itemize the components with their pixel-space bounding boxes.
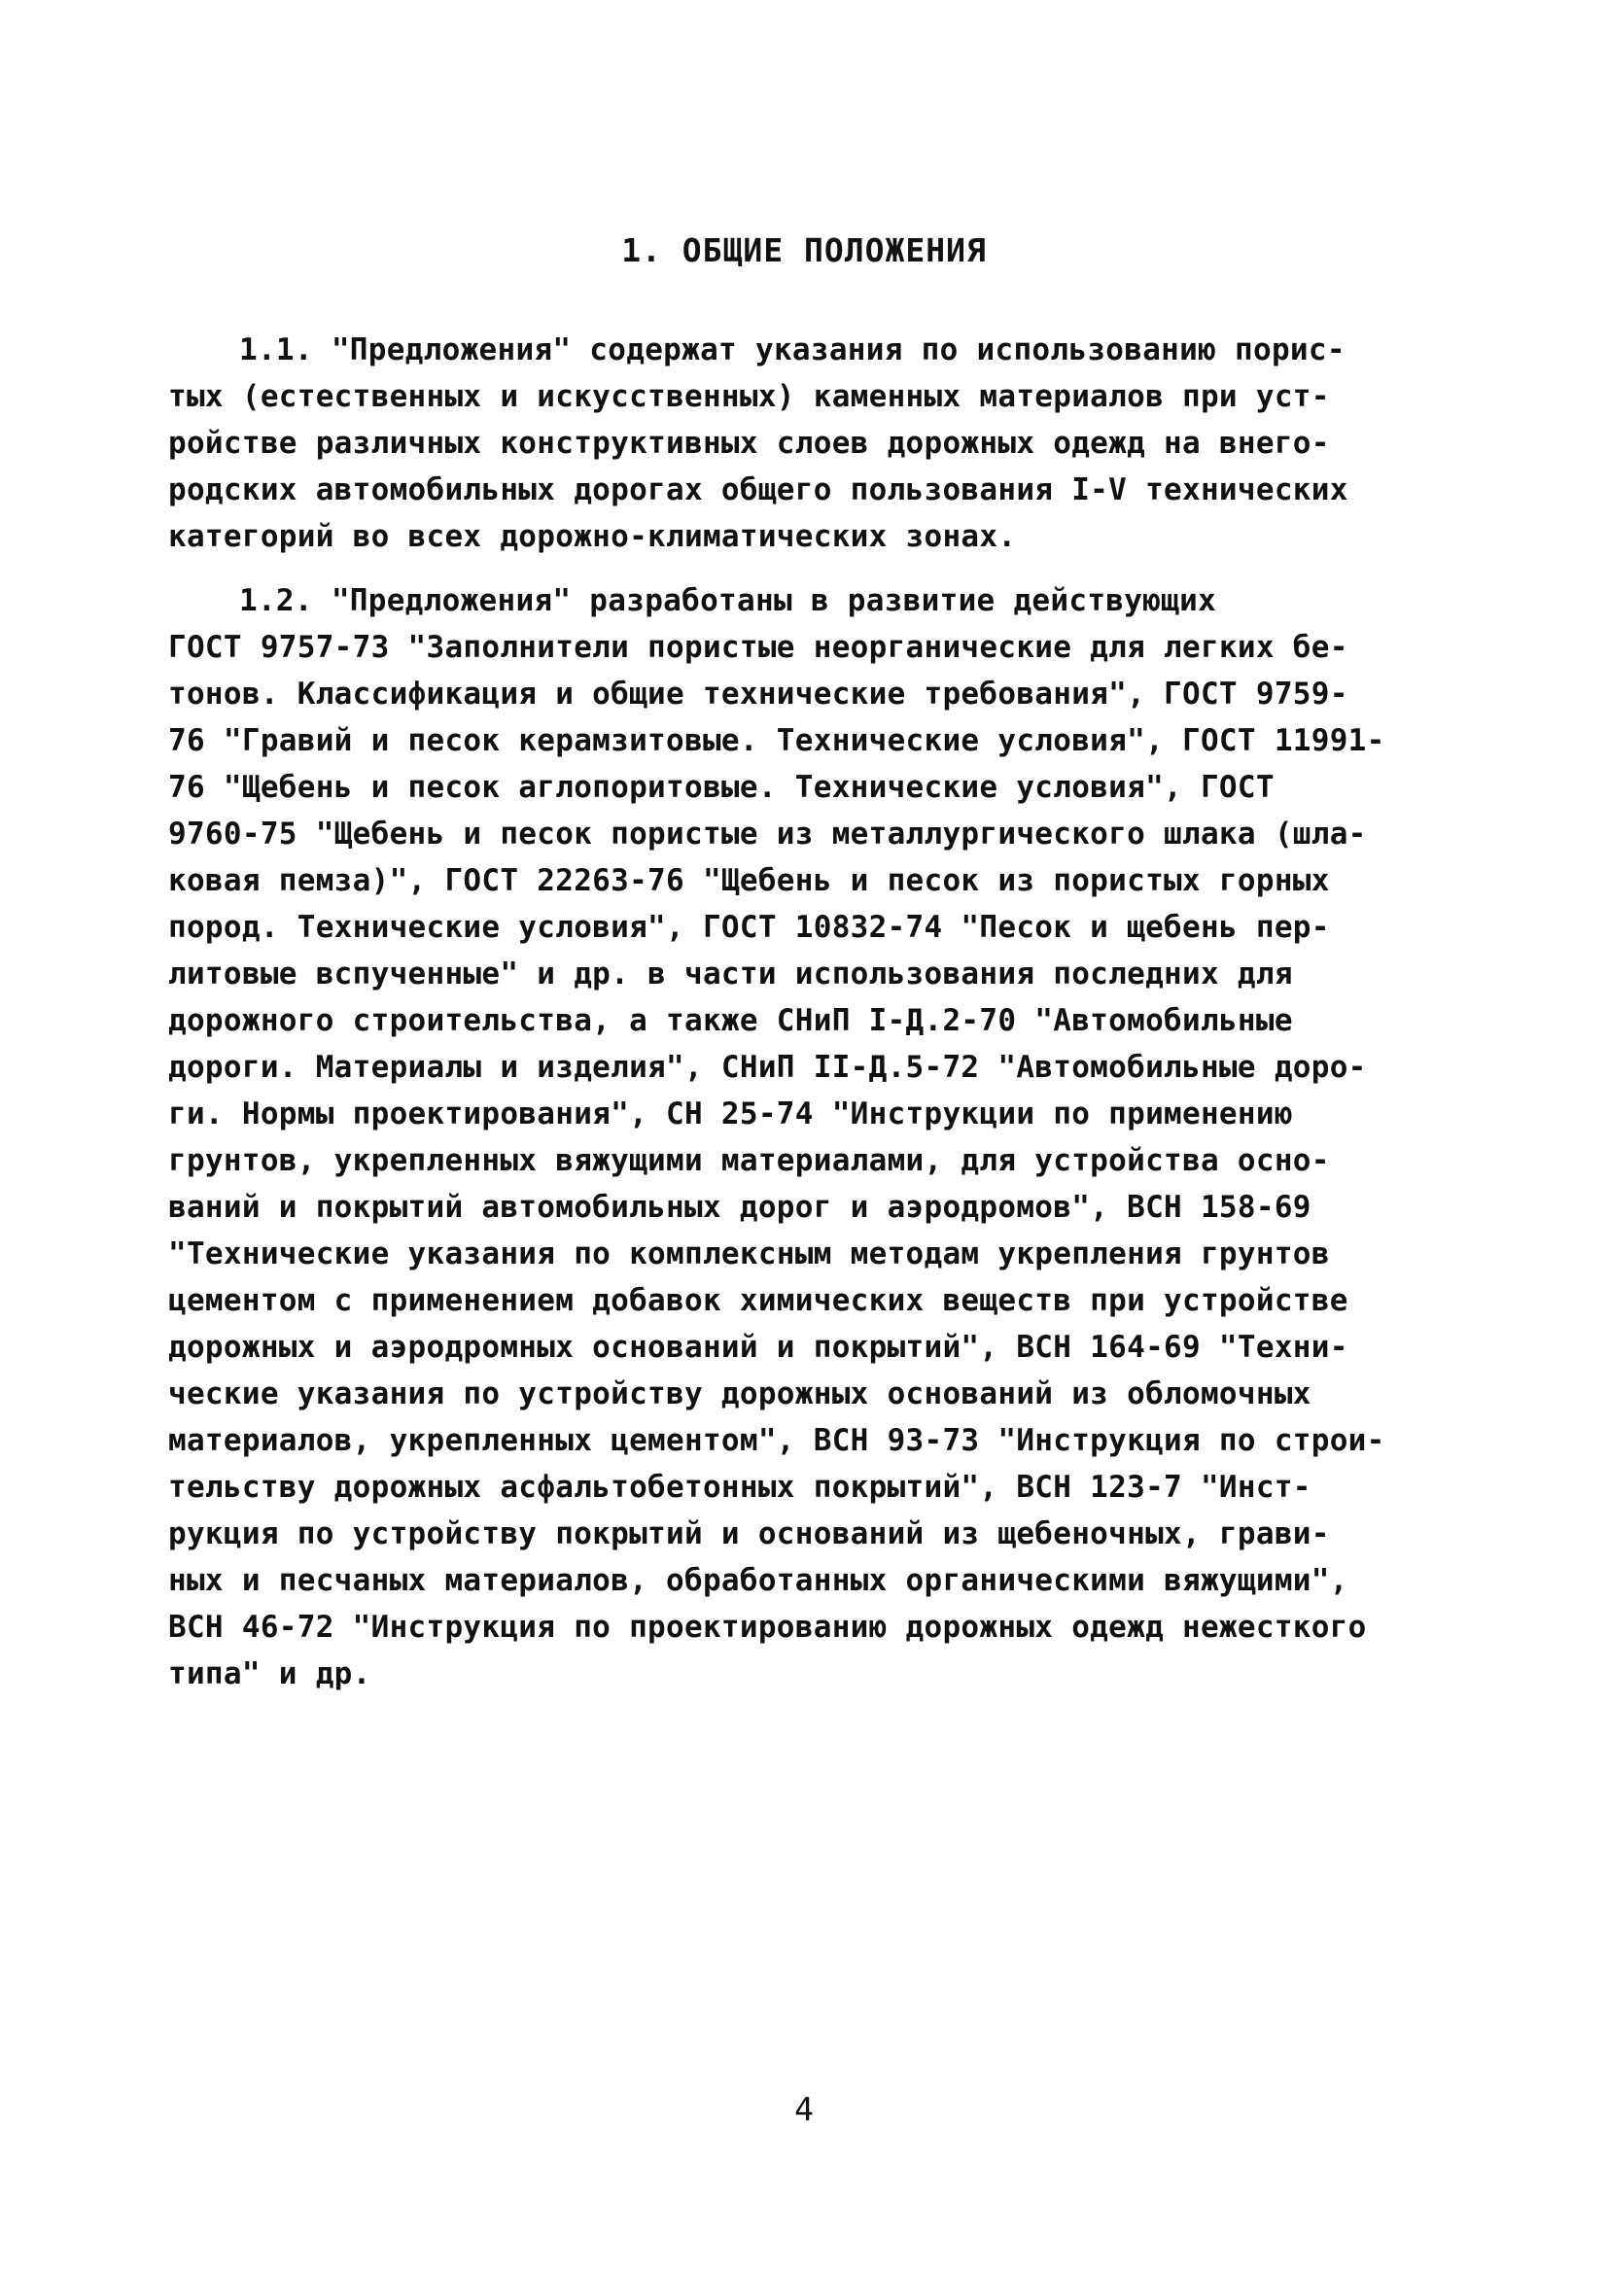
text-line: 1.2. "Предложения" разработаны в развитие действующих <box>239 583 1217 618</box>
text-line: ги. Нормы проектирования", СН 25-74 "Инструкции по применению <box>168 1096 1293 1131</box>
text-line: тонов. Классификация и общие технические требования", ГОСТ 9759- <box>168 677 1348 712</box>
text-line: тых (естественных и искусственных) каменных материалов при уст- <box>168 379 1330 414</box>
text-line: "Технические указания по комплексным методам укрепления грунтов <box>168 1236 1330 1271</box>
text-line: родских автомобильных дорогах общего пользования I-V технических <box>168 472 1348 507</box>
text-line: ГОСТ 9757-73 "Заполнители пористые неорганические для легких бе- <box>168 630 1348 665</box>
section-title: 1. ОБЩИЕ ПОЛОЖЕНИЯ <box>621 231 987 269</box>
text-line: цементом с применением добавок химических веществ при устройстве <box>168 1283 1348 1318</box>
text-line: рукция по устройству покрытий и оснований из щебеночных, грави- <box>168 1516 1330 1551</box>
text-line: 76 "Щебень и песок аглопоритовые. Технические условия", ГОСТ <box>168 770 1275 805</box>
text-line: ВСН 46-72 "Инструкция по проектированию дорожных одежд нежесткого <box>168 1610 1367 1645</box>
page-number: 4 <box>794 2090 814 2128</box>
text-line: литовые вспученные" и др. в части использования последних для <box>168 957 1293 991</box>
text-line: грунтов, укрепленных вяжущими материалами, для устройства осно- <box>168 1143 1330 1178</box>
text-line: материалов, укрепленных цементом", ВСН 93-73 "Инструкция по строи- <box>168 1423 1385 1458</box>
text-line: ковая пемза)", ГОСТ 22263-76 "Щебень и песок из пористых горных <box>168 863 1330 898</box>
text-line: категорий во всех дорожно-климатических зонах. <box>168 519 1017 554</box>
text-line: пород. Технические условия", ГОСТ 10832-74 "Песок и щебень пер- <box>168 910 1330 945</box>
text-line: ческие указания по устройству дорожных оснований из обломочных <box>168 1376 1311 1411</box>
text-line: ных и песчаных материалов, обработанных органическими вяжущими", <box>168 1563 1348 1598</box>
text-line: дороги. Материалы и изделия", СНиП II-Д.5-72 "Автомобильные доро- <box>168 1050 1367 1085</box>
text-line: 9760-75 "Щебень и песок пористые из металлургического шлака (шла- <box>168 817 1367 852</box>
text-line: ройстве различных конструктивных слоев дорожных одежд на внего- <box>168 426 1330 461</box>
text-line: 76 "Гравий и песок керамзитовые. Технические условия", ГОСТ 11991- <box>168 723 1385 758</box>
text-line: дорожного строительства, а также СНиП I-Д.2-70 "Автомобильные <box>168 1003 1293 1038</box>
text-line: ваний и покрытий автомобильных дорог и аэродромов", ВСН 158-69 <box>168 1190 1311 1225</box>
text-line: тельству дорожных асфальтобетонных покрытий", ВСН 123-7 "Инст- <box>168 1470 1311 1505</box>
text-line: дорожных и аэродромных оснований и покрытий", ВСН 164-69 "Техни- <box>168 1330 1348 1365</box>
text-line: типа" и др. <box>168 1656 371 1691</box>
text-line: 1.1. "Предложения" содержат указания по использованию порис- <box>239 332 1346 367</box>
